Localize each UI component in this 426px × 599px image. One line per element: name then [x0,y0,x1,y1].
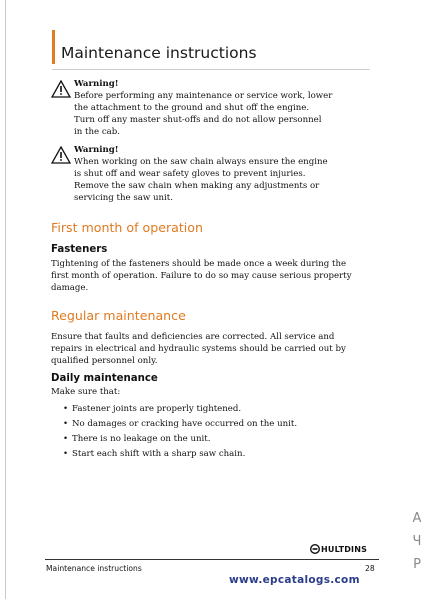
list-item: • Start each shift with a sharp saw chain. [63,449,246,459]
paragraph-line: Ensure that faults and deficiencies are corrected. All service and [51,332,335,342]
title-divider [52,69,370,70]
footer-divider [45,559,379,560]
footer-section-title: Maintenance instructions [46,564,142,573]
paragraph-line: repairs in electrical and hydraulic systems should be carried out by [51,344,346,354]
page-title: Maintenance instructions [61,44,257,62]
warning-text-line: When working on the saw chain always ensure the engine [74,157,328,167]
warning-text-line: Remove the saw chain when making any adjustments or [74,181,320,191]
brand-mark-icon [310,544,320,554]
warning-text-line: servicing the saw unit. [74,193,173,203]
watermark-url: www.epcatalogs.com [229,574,360,586]
brand-logo: HULTDINS [321,545,367,554]
warning-title: Warning! [74,145,119,155]
page-edge-rule [5,0,6,599]
list-item: • Fastener joints are properly tightened. [63,404,242,414]
warning-title: Warning! [74,79,119,89]
list-item: • There is no leakage on the unit. [63,434,211,444]
section-heading-first-month: First month of operation [51,220,203,235]
page-number: 28 [365,564,375,573]
bullet-icon: • [63,434,69,444]
warning-triangle-icon [51,80,71,98]
list-item: • No damages or cracking have occurred on the unit. [63,419,298,429]
side-glyph: Р [413,557,421,572]
title-accent-bar [52,30,55,64]
side-glyph: Ч [412,534,422,549]
bullet-icon: • [63,449,69,459]
warning-text-line: is shut off and wear safety gloves to prevent injuries. [74,169,306,179]
warning-text-line: Before performing any maintenance or service work, lower [74,91,333,101]
side-glyph: А [412,511,422,526]
warning-text-line: in the cab. [74,127,120,137]
subheading-daily-maintenance: Daily maintenance [51,373,158,384]
section-heading-regular-maintenance: Regular maintenance [51,308,186,323]
paragraph-line: Tightening of the fasteners should be made once a week during the [51,259,347,269]
paragraph-line: qualified personnel only. [51,356,158,366]
paragraph-line: first month of operation. Failure to do so may cause serious property [51,271,352,281]
bullet-icon: • [63,404,69,414]
bullet-icon: • [63,419,69,429]
warning-text-line: Turn off any master shut-offs and do not allow personnel [74,115,322,125]
side-glyphs [410,507,424,576]
subheading-fasteners: Fasteners [51,244,108,255]
warning-triangle-icon [51,146,71,164]
daily-intro: Make sure that: [51,387,121,397]
warning-text-line: the attachment to the ground and shut off the engine. [74,103,310,113]
paragraph-line: damage. [51,283,89,293]
